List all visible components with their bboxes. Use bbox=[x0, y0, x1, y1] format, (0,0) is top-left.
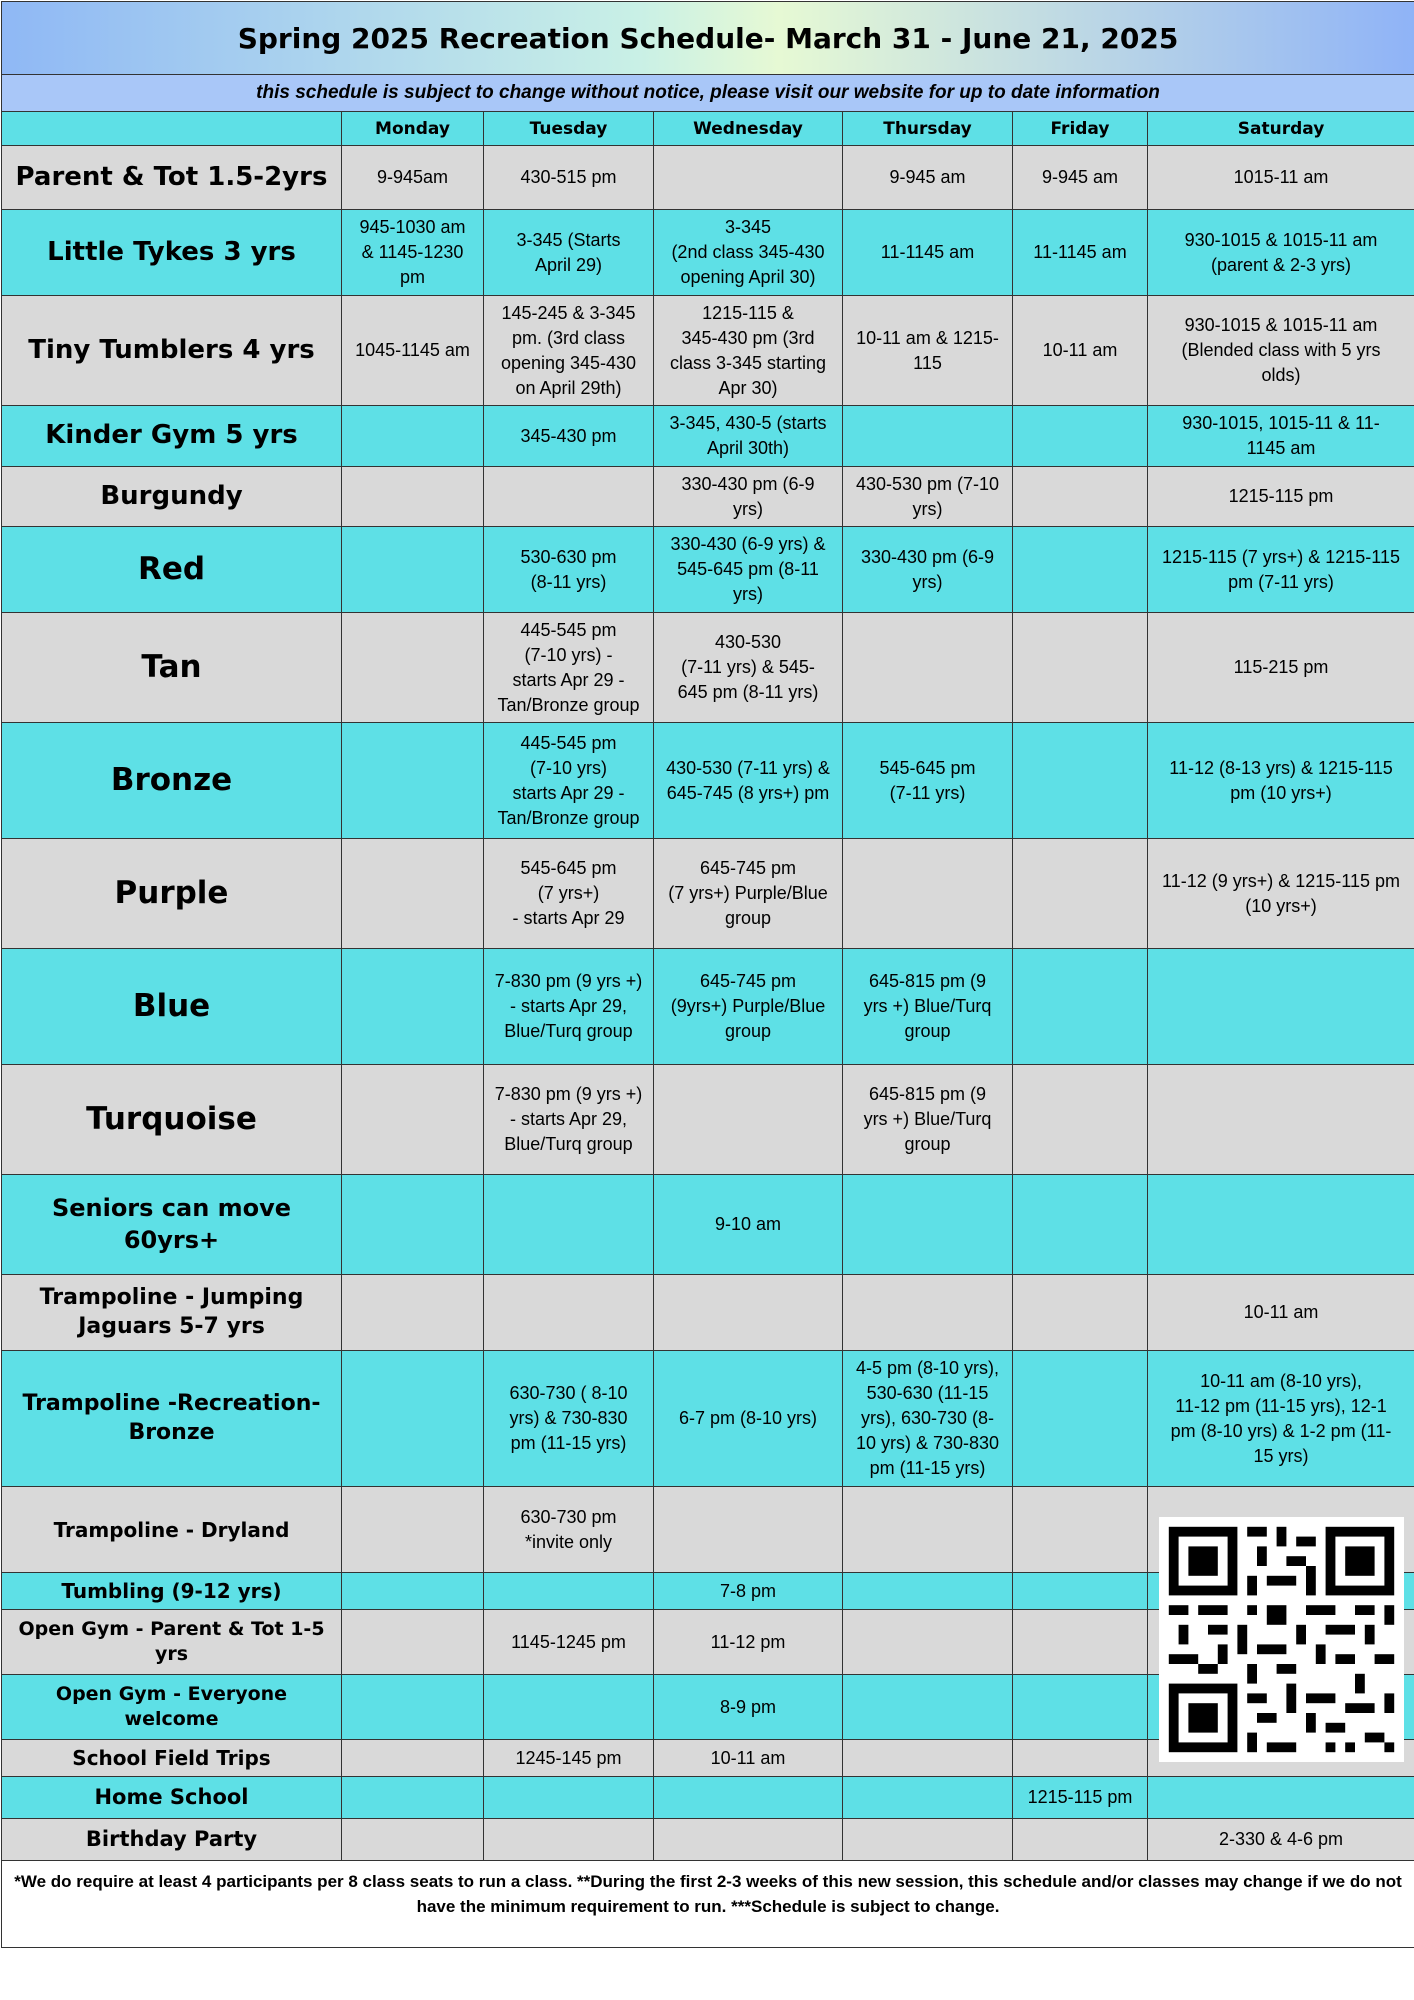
schedule-row bbox=[2, 406, 1414, 467]
time-cell-saturday: 10-11 am bbox=[1148, 1275, 1414, 1351]
day-header-monday: Monday bbox=[342, 112, 484, 146]
time-cell-friday bbox=[1013, 467, 1148, 527]
time-cell-wednesday bbox=[654, 1819, 843, 1861]
time-cell-tuesday: 3-345 (Starts April 29) bbox=[484, 210, 654, 296]
time-cell-monday: 9-945am bbox=[342, 146, 484, 210]
time-cell-saturday: 11-12 (9 yrs+) & 1215-115 pm (10 yrs+) bbox=[1148, 839, 1414, 949]
time-cell-saturday: 1215-115 pm bbox=[1148, 467, 1414, 527]
time-cell-thursday bbox=[843, 406, 1013, 467]
class-name-cell: Purple bbox=[2, 839, 342, 949]
time-cell-thursday: 10-11 am & 1215- 115 bbox=[843, 296, 1013, 406]
time-cell-monday bbox=[342, 1065, 484, 1175]
class-name-cell: Home School bbox=[2, 1777, 342, 1819]
time-cell-monday bbox=[342, 839, 484, 949]
schedule-row bbox=[2, 613, 1414, 723]
time-cell-tuesday: 430-515 pm bbox=[484, 146, 654, 210]
time-cell-monday bbox=[342, 1275, 484, 1351]
class-name-cell: Turquoise bbox=[2, 1065, 342, 1175]
time-cell-monday bbox=[342, 949, 484, 1065]
time-cell-tuesday bbox=[484, 1819, 654, 1861]
time-cell-friday bbox=[1013, 1610, 1148, 1675]
time-cell-friday bbox=[1013, 406, 1148, 467]
time-cell-friday: 9-945 am bbox=[1013, 146, 1148, 210]
schedule-row bbox=[2, 1819, 1414, 1861]
time-cell-monday bbox=[342, 1487, 484, 1573]
time-cell-monday bbox=[342, 527, 484, 613]
time-cell-monday bbox=[342, 406, 484, 467]
time-cell-tuesday bbox=[484, 1777, 654, 1819]
time-cell-monday bbox=[342, 467, 484, 527]
time-cell-wednesday bbox=[654, 146, 843, 210]
schedule-row bbox=[2, 1351, 1414, 1487]
time-cell-wednesday: 3-345 (2nd class 345-430 opening April 30) bbox=[654, 210, 843, 296]
time-cell-tuesday: 545-645 pm (7 yrs+) - starts Apr 29 bbox=[484, 839, 654, 949]
time-cell-wednesday bbox=[654, 1487, 843, 1573]
day-header-tuesday: Tuesday bbox=[484, 112, 654, 146]
class-name-cell: Trampoline - Dryland bbox=[2, 1487, 342, 1573]
time-cell-monday bbox=[342, 613, 484, 723]
schedule-row bbox=[2, 1065, 1414, 1175]
class-name-cell: School Field Trips bbox=[2, 1740, 342, 1777]
time-cell-tuesday: 630-730 pm *invite only bbox=[484, 1487, 654, 1573]
day-header-wednesday: Wednesday bbox=[654, 112, 843, 146]
time-cell-wednesday: 11-12 pm bbox=[654, 1610, 843, 1675]
time-cell-wednesday: 645-745 pm (9yrs+) Purple/Blue group bbox=[654, 949, 843, 1065]
time-cell-friday bbox=[1013, 1675, 1148, 1740]
schedule-row bbox=[2, 527, 1414, 613]
day-header-row bbox=[2, 112, 1414, 146]
time-cell-monday bbox=[342, 1351, 484, 1487]
time-cell-tuesday: 145-245 & 3-345 pm. (3rd class opening 345-430 on April 29th) bbox=[484, 296, 654, 406]
time-cell-monday bbox=[342, 723, 484, 839]
time-cell-wednesday: 330-430 (6-9 yrs) & 545-645 pm (8-11 yrs) bbox=[654, 527, 843, 613]
time-cell-friday: 11-1145 am bbox=[1013, 210, 1148, 296]
time-cell-monday: 945-1030 am & 1145-1230 pm bbox=[342, 210, 484, 296]
time-cell-thursday bbox=[843, 839, 1013, 949]
class-name-cell: Blue bbox=[2, 949, 342, 1065]
time-cell-monday bbox=[342, 1573, 484, 1610]
time-cell-friday bbox=[1013, 1351, 1148, 1487]
time-cell-friday bbox=[1013, 839, 1148, 949]
time-cell-friday bbox=[1013, 723, 1148, 839]
time-cell-wednesday: 10-11 am bbox=[654, 1740, 843, 1777]
schedule-row bbox=[2, 210, 1414, 296]
time-cell-wednesday: 1215-115 & 345-430 pm (3rd class 3-345 starting Apr 30) bbox=[654, 296, 843, 406]
time-cell-thursday bbox=[843, 1777, 1013, 1819]
time-cell-thursday bbox=[843, 1573, 1013, 1610]
schedule-row bbox=[2, 1275, 1414, 1351]
time-cell-tuesday: 630-730 ( 8-10 yrs) & 730-830 pm (11-15 yrs) bbox=[484, 1351, 654, 1487]
time-cell-wednesday bbox=[654, 1065, 843, 1175]
time-cell-wednesday: 430-530 (7-11 yrs) & 645-745 (8 yrs+) pm bbox=[654, 723, 843, 839]
time-cell-thursday bbox=[843, 1610, 1013, 1675]
class-name-cell: Trampoline -Recreation- Bronze bbox=[2, 1351, 342, 1487]
change-notice: this schedule is subject to change without notice, please visit our website for up to date information bbox=[2, 75, 1414, 112]
class-name-cell: Little Tykes 3 yrs bbox=[2, 210, 342, 296]
schedule-row bbox=[2, 296, 1414, 406]
time-cell-thursday: 9-945 am bbox=[843, 146, 1013, 210]
time-cell-thursday: 330-430 pm (6-9 yrs) bbox=[843, 527, 1013, 613]
time-cell-thursday: 645-815 pm (9 yrs +) Blue/Turq group bbox=[843, 1065, 1013, 1175]
time-cell-saturday bbox=[1148, 1175, 1414, 1275]
time-cell-friday bbox=[1013, 1740, 1148, 1777]
time-cell-saturday: 2-330 & 4-6 pm bbox=[1148, 1819, 1414, 1861]
time-cell-wednesday: 645-745 pm (7 yrs+) Purple/Blue group bbox=[654, 839, 843, 949]
footer-note: *We do require at least 4 participants per 8 class seats to run a class. **During the first 2-3 weeks of this new session, this schedule and/or classes may change if we do not have the minimum requirement to run. ***Schedule is subject to change. bbox=[2, 1861, 1414, 1948]
schedule-row bbox=[2, 949, 1414, 1065]
time-cell-wednesday: 3-345, 430-5 (starts April 30th) bbox=[654, 406, 843, 467]
time-cell-thursday: 4-5 pm (8-10 yrs), 530-630 (11-15 yrs), 630-730 (8- 10 yrs) & 730-830 pm (11-15 yrs) bbox=[843, 1351, 1013, 1487]
time-cell-friday bbox=[1013, 1275, 1148, 1351]
time-cell-friday bbox=[1013, 1487, 1148, 1573]
time-cell-tuesday: 345-430 pm bbox=[484, 406, 654, 467]
time-cell-friday bbox=[1013, 1819, 1148, 1861]
time-cell-wednesday: 7-8 pm bbox=[654, 1573, 843, 1610]
class-name-cell: Birthday Party bbox=[2, 1819, 342, 1861]
time-cell-saturday: 930-1015, 1015-11 & 11- 1145 am bbox=[1148, 406, 1414, 467]
time-cell-friday bbox=[1013, 1573, 1148, 1610]
time-cell-tuesday: 445-545 pm (7-10 yrs) starts Apr 29 - Tan/Bronze group bbox=[484, 723, 654, 839]
time-cell-tuesday bbox=[484, 1175, 654, 1275]
time-cell-wednesday: 9-10 am bbox=[654, 1175, 843, 1275]
time-cell-thursday: 11-1145 am bbox=[843, 210, 1013, 296]
time-cell-monday bbox=[342, 1740, 484, 1777]
time-cell-saturday: 930-1015 & 1015-11 am (parent & 2-3 yrs) bbox=[1148, 210, 1414, 296]
time-cell-thursday bbox=[843, 1175, 1013, 1275]
class-name-cell: Kinder Gym 5 yrs bbox=[2, 406, 342, 467]
time-cell-thursday bbox=[843, 1740, 1013, 1777]
schedule-row bbox=[2, 1777, 1414, 1819]
time-cell-friday bbox=[1013, 527, 1148, 613]
class-name-cell: Red bbox=[2, 527, 342, 613]
time-cell-monday bbox=[342, 1819, 484, 1861]
class-name-cell: Tan bbox=[2, 613, 342, 723]
time-cell-thursday bbox=[843, 1487, 1013, 1573]
time-cell-tuesday bbox=[484, 1573, 654, 1610]
class-name-cell: Trampoline - Jumping Jaguars 5-7 yrs bbox=[2, 1275, 342, 1351]
time-cell-tuesday bbox=[484, 467, 654, 527]
class-name-cell: Open Gym - Everyone welcome bbox=[2, 1675, 342, 1740]
time-cell-friday bbox=[1013, 1175, 1148, 1275]
time-cell-thursday: 645-815 pm (9 yrs +) Blue/Turq group bbox=[843, 949, 1013, 1065]
time-cell-monday bbox=[342, 1175, 484, 1275]
time-cell-thursday: 545-645 pm (7-11 yrs) bbox=[843, 723, 1013, 839]
time-cell-saturday: 10-11 am (8-10 yrs), 11-12 pm (11-15 yrs), 12-1 pm (8-10 yrs) & 1-2 pm (11- 15 yrs) bbox=[1148, 1351, 1414, 1487]
schedule-row bbox=[2, 1175, 1414, 1275]
time-cell-thursday bbox=[843, 1819, 1013, 1861]
class-name-cell: Burgundy bbox=[2, 467, 342, 527]
time-cell-saturday: 11-12 (8-13 yrs) & 1215-115 pm (10 yrs+) bbox=[1148, 723, 1414, 839]
day-header-friday: Friday bbox=[1013, 112, 1148, 146]
class-name-cell: Tumbling (9-12 yrs) bbox=[2, 1573, 342, 1610]
time-cell-saturday: 1015-11 am bbox=[1148, 146, 1414, 210]
time-cell-friday: 1215-115 pm bbox=[1013, 1777, 1148, 1819]
time-cell-saturday bbox=[1148, 1777, 1414, 1819]
time-cell-saturday bbox=[1148, 1065, 1414, 1175]
time-cell-tuesday bbox=[484, 1675, 654, 1740]
time-cell-saturday: 930-1015 & 1015-11 am (Blended class with 5 yrs olds) bbox=[1148, 296, 1414, 406]
time-cell-monday bbox=[342, 1777, 484, 1819]
schedule-row bbox=[2, 839, 1414, 949]
time-cell-tuesday: 7-830 pm (9 yrs +) - starts Apr 29, Blue/Turq group bbox=[484, 1065, 654, 1175]
time-cell-wednesday: 330-430 pm (6-9 yrs) bbox=[654, 467, 843, 527]
time-cell-saturday bbox=[1148, 949, 1414, 1065]
time-cell-monday bbox=[342, 1675, 484, 1740]
class-name-cell: Bronze bbox=[2, 723, 342, 839]
time-cell-saturday: 115-215 pm bbox=[1148, 613, 1414, 723]
time-cell-monday bbox=[342, 1610, 484, 1675]
time-cell-thursday bbox=[843, 613, 1013, 723]
time-cell-friday bbox=[1013, 949, 1148, 1065]
time-cell-thursday bbox=[843, 1275, 1013, 1351]
time-cell-friday bbox=[1013, 1065, 1148, 1175]
time-cell-wednesday bbox=[654, 1275, 843, 1351]
time-cell-tuesday: 530-630 pm (8-11 yrs) bbox=[484, 527, 654, 613]
time-cell-tuesday bbox=[484, 1275, 654, 1351]
time-cell-friday: 10-11 am bbox=[1013, 296, 1148, 406]
time-cell-tuesday: 445-545 pm (7-10 yrs) - starts Apr 29 - Tan/Bronze group bbox=[484, 613, 654, 723]
time-cell-tuesday: 1245-145 pm bbox=[484, 1740, 654, 1777]
time-cell-saturday: 1215-115 (7 yrs+) & 1215-115 pm (7-11 yrs) bbox=[1148, 527, 1414, 613]
schedule-row bbox=[2, 467, 1414, 527]
time-cell-wednesday: 8-9 pm bbox=[654, 1675, 843, 1740]
time-cell-tuesday: 1145-1245 pm bbox=[484, 1610, 654, 1675]
schedule-row bbox=[2, 146, 1414, 210]
day-header-saturday: Saturday bbox=[1148, 112, 1414, 146]
time-cell-thursday bbox=[843, 1675, 1013, 1740]
corner-cell bbox=[2, 112, 342, 146]
qr-code-icon[interactable] bbox=[1159, 1517, 1404, 1762]
time-cell-tuesday: 7-830 pm (9 yrs +) - starts Apr 29, Blue/Turq group bbox=[484, 949, 654, 1065]
time-cell-wednesday: 6-7 pm (8-10 yrs) bbox=[654, 1351, 843, 1487]
time-cell-friday bbox=[1013, 613, 1148, 723]
page-title: Spring 2025 Recreation Schedule- March 31 - June 21, 2025 bbox=[2, 2, 1414, 75]
schedule-row bbox=[2, 723, 1414, 839]
class-name-cell: Seniors can move 60yrs+ bbox=[2, 1175, 342, 1275]
time-cell-thursday: 430-530 pm (7-10 yrs) bbox=[843, 467, 1013, 527]
day-header-thursday: Thursday bbox=[843, 112, 1013, 146]
class-name-cell: Open Gym - Parent & Tot 1-5 yrs bbox=[2, 1610, 342, 1675]
time-cell-monday: 1045-1145 am bbox=[342, 296, 484, 406]
time-cell-wednesday bbox=[654, 1777, 843, 1819]
class-name-cell: Parent & Tot 1.5-2yrs bbox=[2, 146, 342, 210]
class-name-cell: Tiny Tumblers 4 yrs bbox=[2, 296, 342, 406]
time-cell-wednesday: 430-530 (7-11 yrs) & 545- 645 pm (8-11 yrs) bbox=[654, 613, 843, 723]
